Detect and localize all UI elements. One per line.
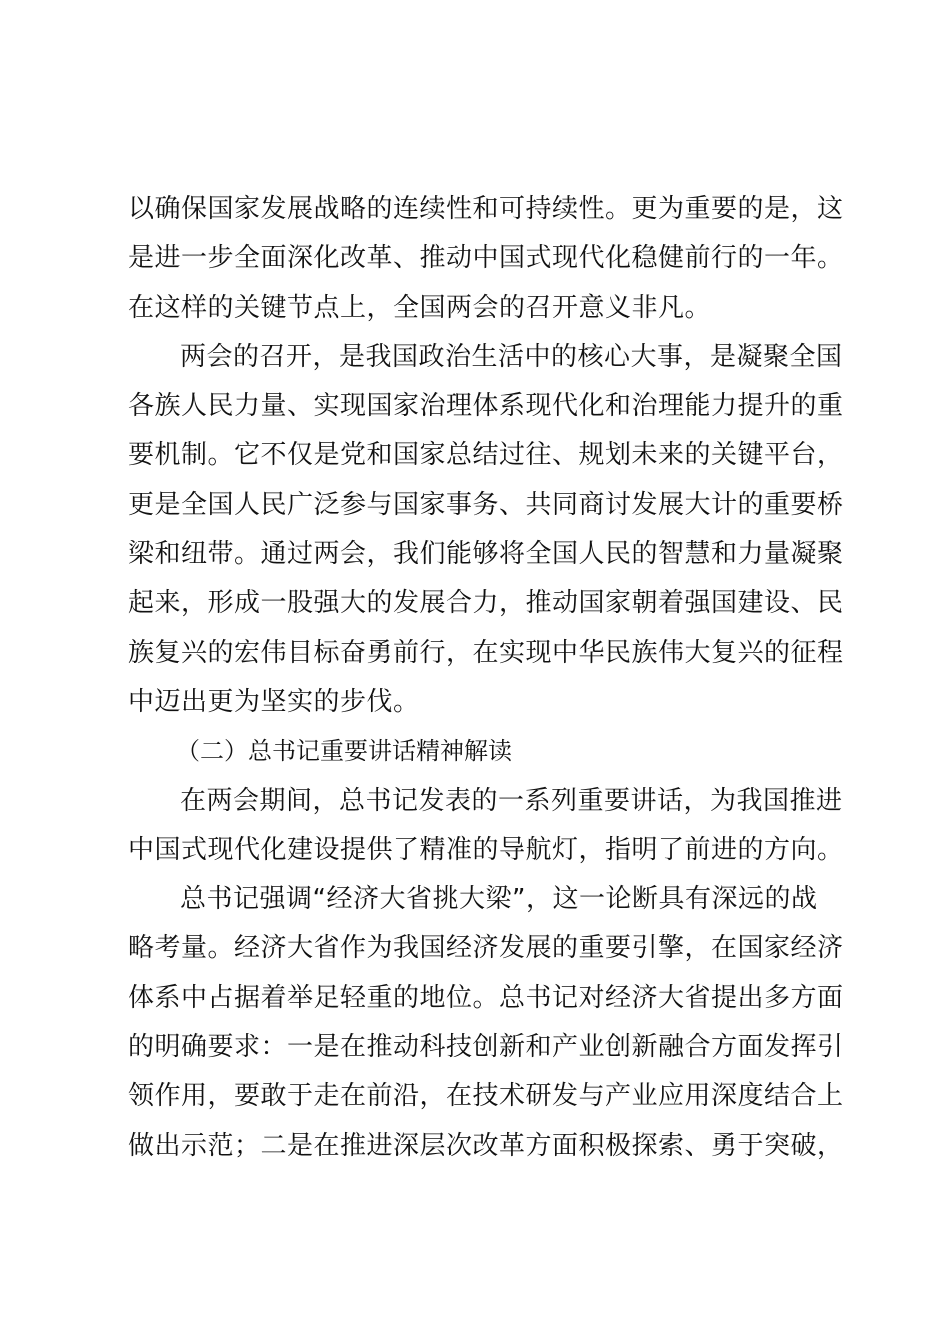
- text-line: 梁和纽带。通过两会，我们能够将全国人民的智慧和力量凝聚: [128, 539, 844, 570]
- text-line: 两会的召开，是我国政治生活中的核心大事，是凝聚全国: [180, 341, 843, 372]
- text-line: 领作用，要敢于走在前沿，在技术研发与产业应用深度结合上: [128, 1081, 844, 1112]
- text-line: 的明确要求：一是在推动科技创新和产业创新融合方面发挥引: [128, 1032, 844, 1063]
- text-line: 是进一步全面深化改革、推动中国式现代化稳健前行的一年。: [128, 243, 844, 274]
- paragraph-economic-provinces: [128, 875, 844, 1171]
- paragraph-continuation: [128, 185, 844, 333]
- text-line: 更是全国人民广泛参与国家事务、共同商讨发展大计的重要桥: [128, 489, 844, 520]
- text-line: 略考量。经济大省作为我国经济发展的重要引擎，在国家经济: [128, 933, 844, 964]
- text-line: 总书记强调“经济大省挑大梁”，这一论断具有深远的战: [180, 884, 818, 915]
- text-line: 在两会期间，总书记发表的一系列重要讲话，为我国推进: [180, 785, 843, 816]
- text-line: 做出示范；二是在推进深层次改革方面积极探索、勇于突破，: [128, 1130, 844, 1161]
- paragraph-speeches: [128, 777, 844, 876]
- section-heading: （二）总书记重要讲话精神解读: [176, 737, 512, 766]
- text-line: 各族人民力量、实现国家治理体系现代化和治理能力提升的重: [128, 391, 844, 422]
- text-line: 起来，形成一股强大的发展合力，推动国家朝着强国建设、民: [128, 588, 844, 619]
- text-line: 在这样的关键节点上，全国两会的召开意义非凡。: [128, 292, 712, 323]
- text-line: 以确保国家发展战略的连续性和可持续性。更为重要的是，这: [128, 194, 844, 224]
- text-line: 体系中占据着举足轻重的地位。总书记对经济大省提出多方面: [128, 982, 844, 1013]
- text-line: 中国式现代化建设提供了精准的导航灯，指明了前进的方向。: [128, 834, 844, 865]
- text-line: 要机制。它不仅是党和国家总结过往、规划未来的关键平台，: [128, 440, 844, 471]
- text-line: 族复兴的宏伟目标奋勇前行，在实现中华民族伟大复兴的征程: [128, 637, 844, 668]
- paragraph-two-sessions: [128, 333, 844, 727]
- document-body: [128, 185, 844, 1171]
- text-line: 中迈出更为坚实的步伐。: [128, 686, 420, 717]
